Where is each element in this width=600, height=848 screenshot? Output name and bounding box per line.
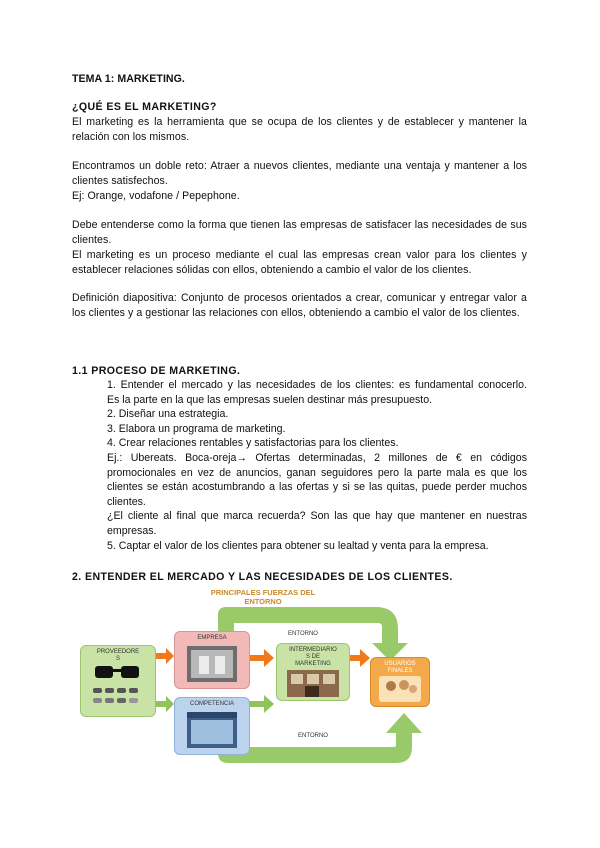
entorno-diagram (78, 585, 428, 770)
competencia-box (174, 697, 250, 755)
proveedores-label-line1: PROVEEDORE (96, 649, 140, 655)
list-item: Es la parte en la que las empresas suelen destinar más presupuesto. (107, 393, 433, 406)
competencia-label: COMPETENCIA (189, 701, 234, 707)
diagram-title-line1: PRINCIPALES FUERZAS DEL (210, 588, 316, 597)
arrow-empresa-intermediarios (248, 649, 274, 667)
paragraph-proceso: El marketing es un proceso mediante el cual las empresas crean valor para los clientes y establecer relaciones sólidas con ellos, obteniendo a cambio el valor de los clientes. (72, 249, 527, 276)
diagram-title (188, 588, 338, 606)
entorno-bottom-label: ENTORNO (298, 733, 328, 739)
intermediarios-label-line2: S DE (305, 654, 320, 660)
proveedores-box (80, 645, 156, 717)
building-icon (277, 644, 349, 700)
paragraph-necesidades: Debe entenderse como la forma que tienen las empresas de satisfacer las necesidades de sus clientes. (72, 219, 527, 246)
intermediarios-box (276, 643, 350, 701)
empresa-box (174, 631, 250, 689)
list-item: 5. Captar el valor de los clientes para obtener su lealtad y venta para la empresa. (107, 539, 489, 552)
section-heading-entender: 2. ENTENDER EL MERCADO Y LAS NECESIDADES DE LOS CLIENTES. (72, 571, 453, 583)
paragraph-definition: El marketing es la herramienta que se ocupa de los clientes y de establecer y mantener la relación con los mismos. (72, 116, 527, 143)
entorno-top-label: ENTORNO (288, 631, 318, 637)
arrow-proveedores-empresa (156, 648, 174, 664)
section-heading-que-es: ¿QUÉ ES EL MARKETING? (72, 101, 217, 113)
arrow-proveedores-competencia (156, 696, 174, 712)
list-item-example: Ej.: Ubereats. Boca-oreja→ Ofertas determinadas, 2 millones de € en códigos promocionales en vez de anuncios, ganan seguidores pero la parte mala es que los clientes se están acostumbrando a las ofertas y si se las quitas, puede perder muchos clientes. (107, 451, 527, 508)
list-item-question: ¿El cliente al final que marca recuerda? Son las que hay que mantener en nuestras empresas. (107, 510, 527, 537)
paragraph-example-operators: Ej: Orange, vodafone / Pepephone. (72, 190, 240, 202)
list-item: 4. Crear relaciones rentables y satisfactorias para los clientes. (107, 437, 399, 450)
usuarios-label-line1: USUARIOS (384, 661, 416, 667)
proveedores-label-line2: S (115, 656, 120, 662)
list-item: 2. Diseñar una estrategia. (107, 408, 229, 421)
arrow-competencia-intermediarios (248, 695, 274, 713)
section-heading-proceso: 1.1 PROCESO DE MARKETING. (72, 365, 241, 377)
empresa-label: EMPRESA (197, 635, 227, 641)
document-title: TEMA 1: MARKETING. (72, 73, 185, 85)
list-item: 3. Elabora un programa de marketing. (107, 422, 286, 435)
store-icon (175, 632, 249, 688)
shop-front-icon (175, 698, 249, 754)
glasses-icon (81, 646, 155, 716)
intermediarios-label-line1: INTERMEDIARIO (289, 647, 337, 653)
usuarios-label-line2: FINALES (387, 668, 413, 674)
intermediarios-label-line3: MARKETING (295, 661, 331, 667)
arrow-intermediarios-usuarios (348, 649, 370, 667)
process-list (107, 378, 527, 553)
list-item: 1. Entender el mercado y las necesidades de los clientes: es fundamental conocerlo. (107, 379, 527, 391)
paragraph-definicion-diapositiva: Definición diapositiva: Conjunto de procesos orientados a crear, comunicar y entregar valor a los clientes y a gestionar las relaciones con ellos, obteniendo a cambio el valor de los clientes. (72, 292, 527, 319)
usuarios-box (370, 657, 430, 707)
paragraph-doble-reto: Encontramos un doble reto: Atraer a nuevos clientes, mediante una ventaja y mantener a los clientes satisfechos. (72, 160, 527, 187)
diagram-title-line2: ENTORNO (244, 597, 282, 606)
family-icon (371, 658, 429, 706)
